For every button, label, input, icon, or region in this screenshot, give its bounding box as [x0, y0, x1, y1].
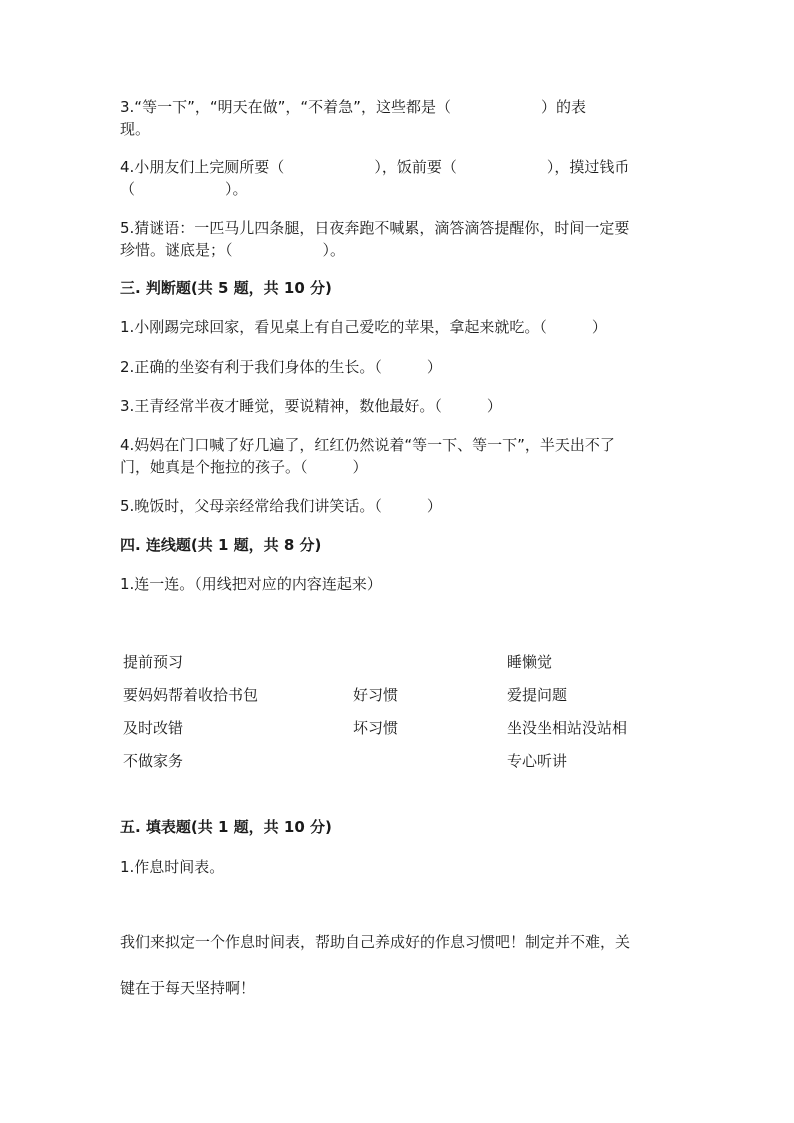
table-question: 1.作息时间表。	[120, 858, 225, 876]
judgement-item-2: 2.正确的坐姿有利于我们身体的生长。（ ）	[120, 358, 442, 376]
question-3-line2: 现。	[120, 120, 151, 138]
section-title-judgement: 三. 判断题(共 5 题，共 10 分)	[120, 279, 332, 297]
question-5-line1: 5.猜谜语：一匹马儿四条腿，日夜奔跑不喊累，滴答滴答提醒你，时间一定要	[120, 219, 630, 237]
match-left-2: 要妈妈帮着收拾书包	[123, 686, 259, 704]
match-right-2: 爱提问题	[507, 686, 568, 704]
judgement-item-3: 3.王青经常半夜才睡觉，要说精神，数他最好。（ ）	[120, 397, 502, 415]
section-title-matching: 四. 连线题(共 1 题，共 8 分)	[120, 536, 322, 554]
match-left-3: 及时改错	[123, 719, 184, 737]
match-right-4: 专心听讲	[507, 752, 568, 770]
question-3-line1: 3.“等一下”，“明天在做”，“不着急”，这些都是（ ）的表	[120, 98, 586, 116]
section-title-table: 五. 填表题(共 1 题，共 10 分)	[120, 818, 332, 836]
match-middle-good-habit: 好习惯	[353, 686, 399, 704]
match-left-4: 不做家务	[123, 752, 184, 770]
match-right-1: 睡懒觉	[507, 653, 553, 671]
question-4-line1: 4.小朋友们上完厕所要（ ），饭前要（ ），摸过钱币	[120, 158, 630, 176]
match-middle-bad-habit: 坏习惯	[353, 719, 399, 737]
match-right-3: 坐没坐相站没站相	[507, 719, 628, 737]
question-4-line2: （ ）。	[120, 180, 248, 198]
matching-question: 1.连一连。（用线把对应的内容连起来）	[120, 575, 382, 593]
match-left-1: 提前预习	[123, 653, 184, 671]
table-paragraph-line1: 我们来拟定一个作息时间表，帮助自己养成好的作息习惯吧！制定并不难，关	[120, 933, 631, 951]
table-paragraph-line2: 键在于每天坚持啊！	[120, 979, 256, 997]
judgement-item-5: 5.晚饭时，父母亲经常给我们讲笑话。（ ）	[120, 497, 442, 515]
question-5-line2: 珍惜。谜底是；（ ）。	[120, 241, 346, 259]
judgement-item-4-line2: 门，她真是个拖拉的孩子。（ ）	[120, 458, 368, 476]
judgement-item-1: 1.小刚踢完球回家，看见桌上有自己爱吃的苹果，拿起来就吃。（ ）	[120, 318, 607, 336]
judgement-item-4-line1: 4.妈妈在门口喊了好几遍了，红红仍然说着“等一下、等一下”，半天出不了	[120, 436, 615, 454]
